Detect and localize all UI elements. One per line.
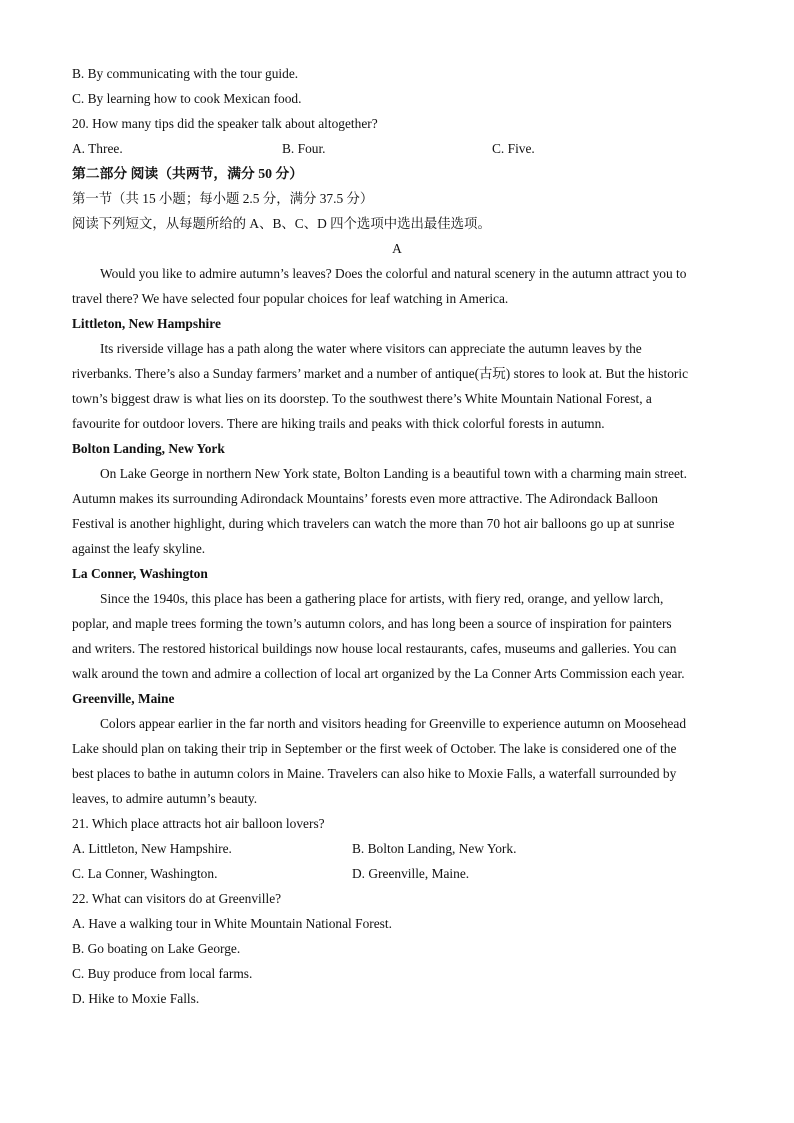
- part2-section1: 第一节（共 15 小题；每小题 2.5 分，满分 37.5 分）: [72, 191, 374, 206]
- section-line: and writers. The restored historical buildings now house local restaurants, cafes, museums and galleries. You can: [72, 641, 677, 656]
- section-heading-laconner: La Conner, Washington: [72, 566, 208, 581]
- section-line: Festival is another highlight, during which travelers can watch the more than 70 hot air balloons go up at sunrise: [72, 516, 675, 531]
- section-line: Colors appear earlier in the far north and visitors heading for Greenville to experience autumn on Moosehead: [100, 716, 687, 731]
- q21-option-c: C. La Conner, Washington.: [72, 866, 218, 881]
- section-line: against the leafy skyline.: [72, 541, 206, 556]
- exam-page: [72, 61, 722, 1011]
- section-line: riverbanks. There’s also a Sunday farmers’ market and a number of antique(古玩) stores to look at. But the historic: [72, 366, 689, 381]
- section-line: Autumn makes its surrounding Adirondack Mountains’ forests even more attractive. The Adirondack Balloon: [72, 491, 658, 506]
- q21-question: 21. Which place attracts hot air balloon lovers?: [72, 816, 325, 831]
- section-line: leaves, to admire autumn’s beauty.: [72, 791, 258, 806]
- passage-intro-line: Would you like to admire autumn’s leaves? Does the colorful and natural scenery in the autumn attract you to: [100, 266, 687, 281]
- q21-option-d: D. Greenville, Maine.: [352, 866, 470, 881]
- q19-option-c: C. By learning how to cook Mexican food.: [72, 91, 302, 106]
- section-line: town’s biggest draw is what lies on its doorstep. To the southwest there’s White Mountain National Forest, a: [72, 391, 652, 406]
- q20-option-a: A. Three.: [72, 141, 123, 156]
- section-line: On Lake George in northern New York state, Bolton Landing is a beautiful town with a charming main street.: [100, 466, 687, 481]
- part2-instructions: 阅读下列短文，从每题所给的 A、B、C、D 四个选项中选出最佳选项。: [72, 216, 491, 231]
- q22-option-c: C. Buy produce from local farms.: [72, 966, 253, 981]
- q19-option-b: B. By communicating with the tour guide.: [72, 66, 299, 81]
- part2-title: 第二部分 阅读（共两节，满分 50 分）: [72, 166, 304, 181]
- q20-question: 20. How many tips did the speaker talk about altogether?: [72, 116, 378, 131]
- section-line: walk around the town and admire a collection of local art organized by the La Conner Arts Commission each year.: [72, 666, 685, 681]
- q22-option-b: B. Go boating on Lake George.: [72, 941, 241, 956]
- section-line: poplar, and maple trees forming the town’s autumn colors, and has long been a source of inspiration for painters: [72, 616, 672, 631]
- q21-options-row: [72, 836, 722, 861]
- section-line: Its riverside village has a path along the water where visitors can appreciate the autumn leaves by the: [100, 341, 642, 356]
- q21-option-a: A. Littleton, New Hampshire.: [72, 841, 232, 856]
- q20-option-c: C. Five.: [492, 141, 535, 156]
- q22-option-d: D. Hike to Moxie Falls.: [72, 991, 200, 1006]
- q20-options: [72, 136, 722, 161]
- section-heading-littleton: Littleton, New Hampshire: [72, 316, 221, 331]
- section-line: Since the 1940s, this place has been a gathering place for artists, with fiery red, orange, and yellow larch,: [100, 591, 664, 606]
- passage-label: A: [392, 241, 402, 256]
- section-line: best places to bathe in autumn colors in Maine. Travelers can also hike to Moxie Falls, a waterfall surrounded by: [72, 766, 677, 781]
- q22-question: 22. What can visitors do at Greenville?: [72, 891, 282, 906]
- q21-option-b: B. Bolton Landing, New York.: [352, 841, 517, 856]
- section-line: favourite for outdoor lovers. There are hiking trails and peaks with thick colorful forests in autumn.: [72, 416, 605, 431]
- q22-option-a: A. Have a walking tour in White Mountain National Forest.: [72, 916, 392, 931]
- q20-option-b: B. Four.: [282, 141, 326, 156]
- passage-intro-line: travel there? We have selected four popular choices for leaf watching in America.: [72, 291, 509, 306]
- q21-options-row: [72, 861, 722, 886]
- section-heading-greenville: Greenville, Maine: [72, 691, 175, 706]
- section-line: Lake should plan on taking their trip in September or the first week of October. The lake is considered one of the: [72, 741, 677, 756]
- section-heading-bolton: Bolton Landing, New York: [72, 441, 225, 456]
